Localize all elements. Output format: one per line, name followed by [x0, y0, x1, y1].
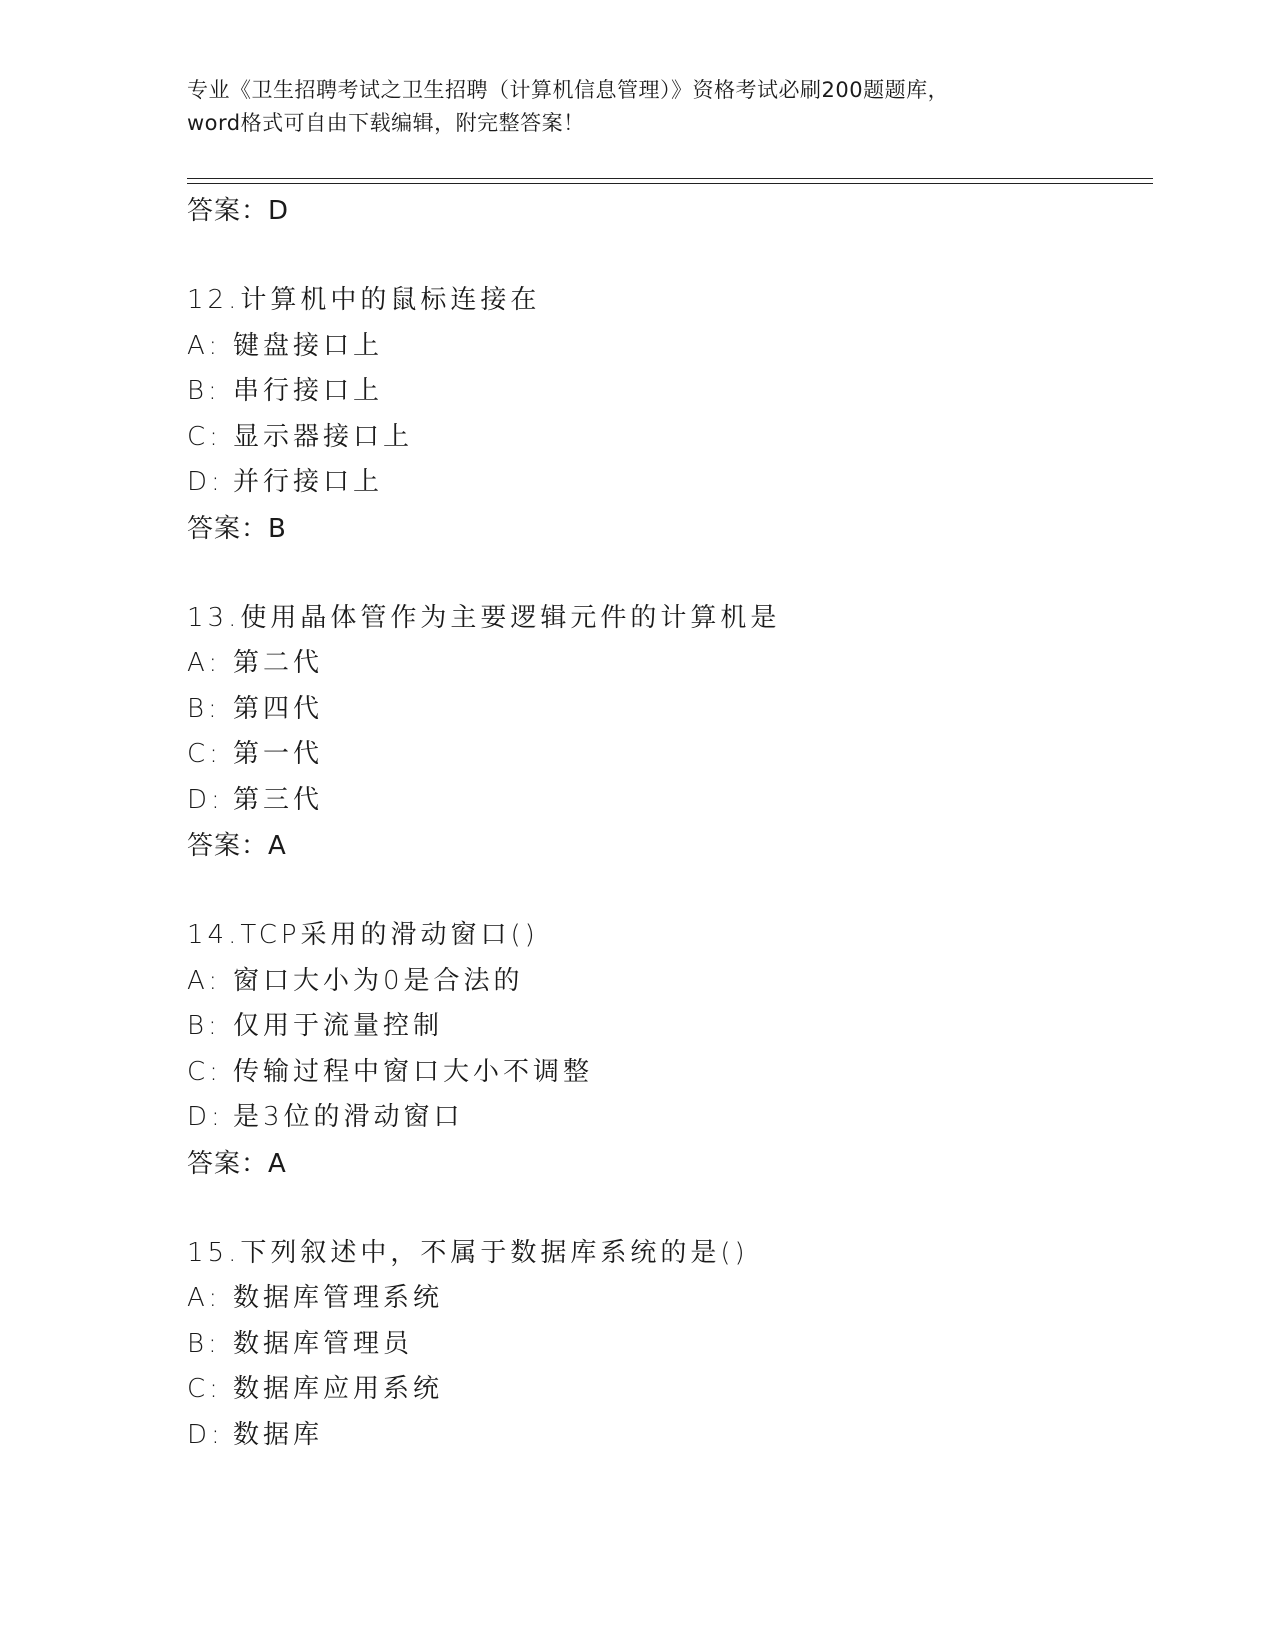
question-title: 12.计算机中的鼠标连接在 [187, 285, 541, 315]
option-text: 第三代 [233, 784, 324, 815]
option-label: D: [187, 1102, 224, 1132]
option-a [187, 1276, 1147, 1322]
option-text: 仅用于流量控制 [233, 1011, 444, 1041]
header-line-1: 专业《卫生招聘考试之卫生招聘（计算机信息管理）》资格考试必刷200题题库， [187, 78, 950, 102]
option-a [187, 959, 1147, 1005]
option-text: 是3位的滑动窗口 [233, 1102, 464, 1132]
option-text: 数据库应用系统 [233, 1374, 444, 1404]
answer-label: 答案：D [187, 196, 290, 226]
option-c [187, 732, 1147, 778]
option-label: C: [187, 421, 222, 452]
option-d [187, 1095, 1147, 1141]
option-d [187, 778, 1147, 824]
question-title: 15.下列叙述中，不属于数据库系统的是() [187, 1237, 749, 1268]
option-text: 并行接口上 [233, 467, 384, 497]
question-14 [187, 913, 1147, 1187]
option-label: B: [187, 693, 221, 724]
option-c [187, 1050, 1147, 1096]
option-label: D: [187, 467, 224, 497]
option-d [187, 1413, 1147, 1459]
option-label: D: [187, 1419, 224, 1450]
option-text: 显示器接口上 [233, 421, 414, 452]
answer-label: 答案：B [187, 513, 287, 544]
header-line-2: word格式可自由下载编辑，附完整答案！ [187, 111, 585, 135]
question-12 [187, 278, 1147, 552]
option-d [187, 460, 1147, 506]
option-label: A: [187, 1283, 222, 1313]
option-c [187, 415, 1147, 461]
option-text: 第一代 [233, 739, 324, 769]
option-label: B: [187, 1011, 221, 1041]
option-c [187, 1367, 1147, 1413]
header-divider-top [187, 178, 1153, 179]
option-text: 数据库管理员 [233, 1328, 414, 1359]
option-a [187, 324, 1147, 370]
option-label: A: [187, 965, 222, 996]
question-15 [187, 1231, 1147, 1459]
question-list [187, 188, 1147, 1458]
option-text: 数据库管理系统 [233, 1283, 444, 1313]
header-divider-bottom [187, 183, 1153, 184]
option-label: B: [187, 1328, 221, 1359]
option-label: C: [187, 739, 222, 769]
option-label: C: [187, 1374, 222, 1404]
question-title: 14.TCP采用的滑动窗口() [187, 920, 539, 950]
question-title: 13.使用晶体管作为主要逻辑元件的计算机是 [187, 602, 781, 633]
option-text: 串行接口上 [233, 376, 384, 406]
option-text: 传输过程中窗口大小不调整 [233, 1056, 594, 1087]
question-13 [187, 596, 1147, 870]
option-text: 第四代 [233, 693, 324, 724]
option-label: A: [187, 648, 222, 678]
document-header [187, 74, 1087, 140]
option-a [187, 641, 1147, 687]
option-label: B: [187, 376, 221, 406]
option-b [187, 687, 1147, 733]
answer-label: 答案：A [187, 831, 287, 861]
option-text: 窗口大小为0是合法的 [233, 965, 524, 996]
option-b [187, 1322, 1147, 1368]
option-b [187, 369, 1147, 415]
answer-label: 答案：A [187, 1148, 287, 1179]
option-text: 键盘接口上 [233, 330, 384, 361]
option-label: A: [187, 330, 222, 361]
option-text: 第二代 [233, 648, 324, 678]
option-text: 数据库 [233, 1419, 324, 1450]
option-label: D: [187, 784, 224, 815]
option-label: C: [187, 1056, 222, 1087]
option-b [187, 1004, 1147, 1050]
